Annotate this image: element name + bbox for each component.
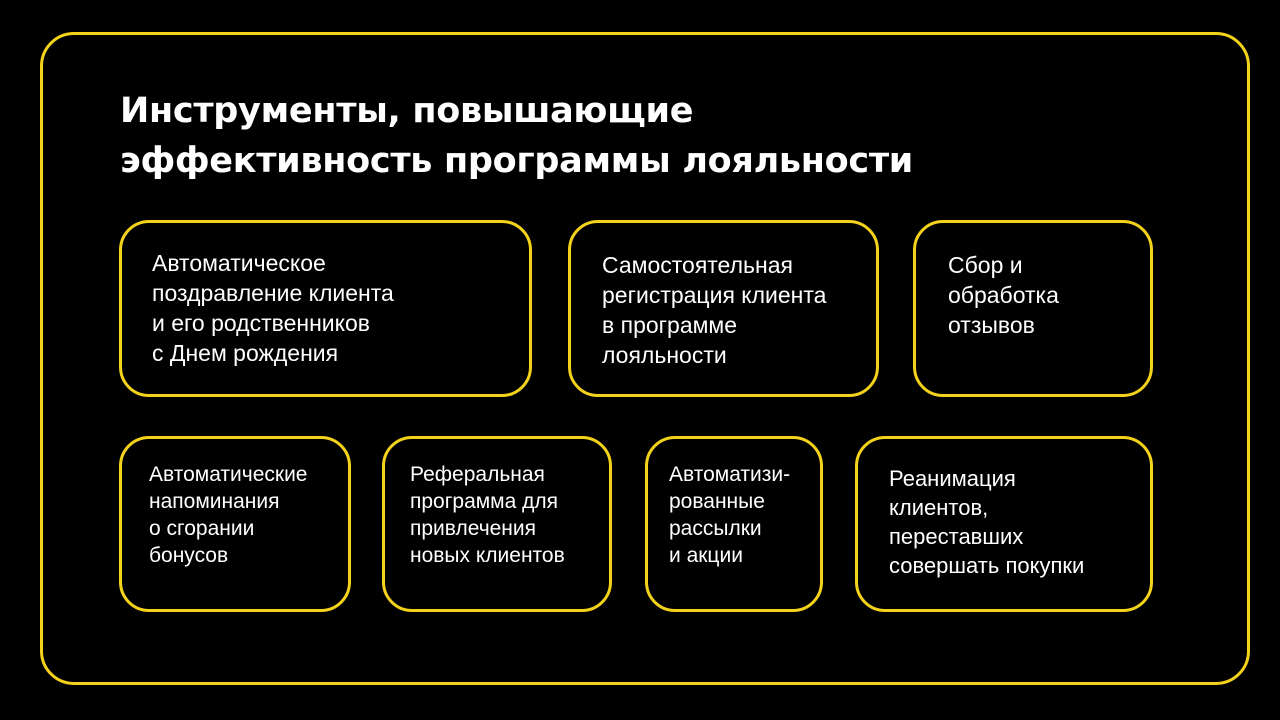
- card-line: с Днем рождения: [152, 340, 339, 366]
- card-line: Реферальная: [410, 463, 545, 486]
- card-automated-mailings: [645, 436, 823, 612]
- card-line: обработка: [948, 282, 1059, 308]
- card-line: Реанимация: [889, 466, 1016, 491]
- card-line: совершать покупки: [889, 553, 1085, 578]
- card-line: Автоматические: [149, 463, 308, 486]
- card-line: переставших: [889, 524, 1024, 549]
- title-line-1: Инструменты, повышающие: [120, 91, 694, 131]
- card-line: рассылки: [669, 517, 762, 540]
- card-line: клиентов,: [889, 495, 989, 520]
- card-line: в программе: [602, 312, 738, 338]
- card-line: привлечения: [410, 517, 537, 540]
- card-line: лояльности: [602, 342, 727, 368]
- card-line: программа для: [410, 490, 559, 513]
- card-feedback-collection: [913, 220, 1153, 397]
- card-line: новых клиентов: [410, 544, 565, 567]
- card-line: регистрация клиента: [602, 282, 827, 308]
- card-client-reactivation: [855, 436, 1153, 612]
- card-line: и его родственников: [152, 310, 370, 336]
- card-line: рованные: [669, 490, 765, 513]
- card-line: Автоматическое: [152, 250, 326, 276]
- card-line: и акции: [669, 544, 743, 567]
- card-line: Сбор и: [948, 252, 1023, 278]
- card-line: о сгорании: [149, 517, 255, 540]
- card-referral-program: [382, 436, 612, 612]
- card-birthday-greeting: [119, 220, 532, 397]
- card-bonus-expiry-reminders: [119, 436, 351, 612]
- card-line: Самостоятельная: [602, 252, 793, 278]
- card-self-registration: [568, 220, 879, 397]
- card-line: бонусов: [149, 544, 229, 567]
- card-line: поздравление клиента: [152, 280, 394, 306]
- card-line: Автоматизи-: [669, 463, 791, 486]
- card-line: отзывов: [948, 312, 1035, 338]
- title-line-2: эффективность программы лояльности: [120, 141, 914, 181]
- card-line: напоминания: [149, 490, 280, 513]
- slide-title: [120, 86, 1200, 186]
